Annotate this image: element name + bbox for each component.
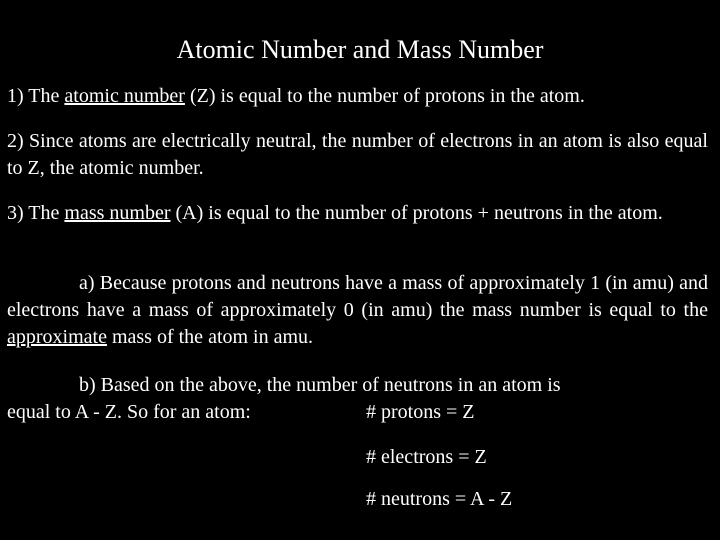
formula-protons: # protons = Z [366, 401, 475, 423]
term-approximate: approximate [7, 326, 107, 348]
sub-point-a-suffix: mass of the atom in amu. [106, 326, 314, 348]
point-2: 2) Since atoms are electrically neutral, the number of electrons in an atom is also equal to Z, the atomic number. [7, 130, 708, 179]
formula-neutrons: # neutrons = A - Z [366, 488, 513, 510]
term-atomic-number: atomic number [64, 85, 185, 107]
sub-point-a-prefix: a) Because protons and neutrons have a mass of approximately 1 (in amu) and electrons have a mass of approximately 0 (in amu) the mass number is equal to the [7, 272, 708, 321]
point-1-suffix: (Z) is equal to the number of protons in the atom. [184, 85, 585, 107]
sub-point-b [7, 372, 708, 399]
point-3-prefix: 3) The [7, 202, 65, 224]
point-3 [7, 200, 708, 227]
term-mass-number: mass number [64, 202, 171, 224]
sub-point-b-line-1: b) Based on the above, the number of neutrons in an atom is [79, 374, 561, 396]
point-1 [7, 83, 708, 110]
point-1-prefix: 1) The [7, 85, 65, 107]
sub-point-b-line-2: equal to A - Z. So for an atom: [7, 401, 251, 423]
point-3-suffix: (A) is equal to the number of protons + neutrons in the atom. [170, 202, 663, 224]
formula-electrons: # electrons = Z [366, 446, 487, 468]
sub-point-a [7, 270, 708, 351]
slide-title: Atomic Number and Mass Number [176, 35, 544, 64]
